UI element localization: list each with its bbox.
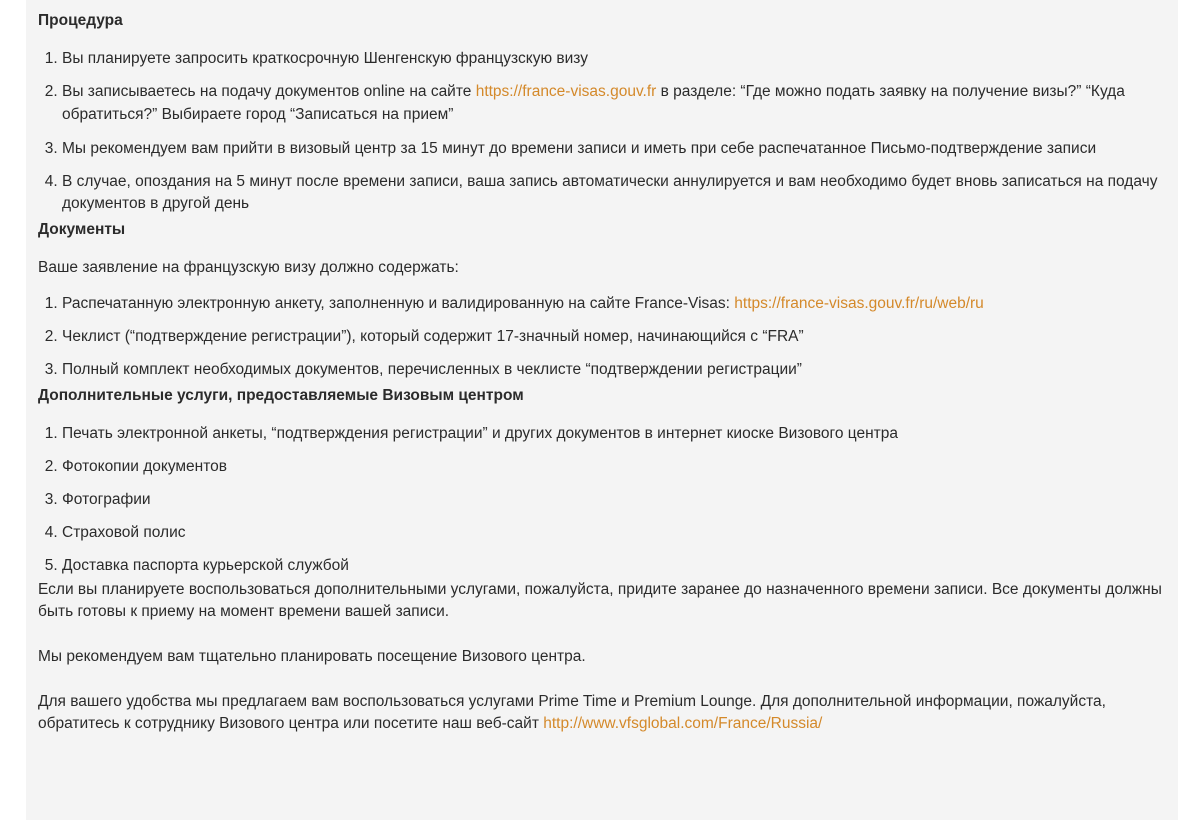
list-item-text: “Куда обратиться?” (62, 83, 1125, 123)
list-item (62, 171, 1178, 215)
list-item-text: Доставка паспорта курьерской службой (62, 557, 349, 574)
content-panel (26, 0, 1178, 820)
list-item-text: Вы записываетесь на подачу документов online на сайте (62, 83, 476, 100)
list-item-text: Печать электронной анкеты, “подтверждения регистрации” и других документов в интернет киоске Визового центра (62, 425, 899, 442)
section-title-services: Дополнительные услуги, предоставляемые Визовым центром (38, 387, 524, 404)
list-item (62, 423, 1178, 445)
list-item (62, 138, 1178, 160)
list-item-text: Фотографии (62, 491, 151, 508)
list-item (62, 456, 1178, 478)
section-title-documents: Документы (38, 221, 126, 238)
list-item-text: Мы рекомендуем вам прийти в визовый центр за 15 минут до времени записи и иметь при себе распечатанное Письмо-подтверждение записи (62, 140, 1097, 157)
list-item (62, 48, 1178, 70)
vfsglobal-link[interactable]: http://www.vfsglobal.com/France/Russia/ (543, 715, 823, 732)
france-visas-link[interactable]: https://france-visas.gouv.fr (475, 83, 657, 100)
procedure-list (38, 48, 1178, 215)
list-item (62, 555, 1178, 577)
list-item (62, 522, 1178, 544)
documents-intro: Ваше заявление на французскую визу должно содержать: (38, 259, 459, 276)
list-item (62, 293, 1178, 315)
list-item-text: Страховой полис (62, 524, 186, 541)
list-item-text: Полный комплект необходимых документов, перечисленных в чеклисте “подтверждении регистрации” (62, 361, 802, 378)
list-item-text: Чеклист (“подтверждение регистрации”), который содержит 17-значный номер, начинающийся с “FRA” (62, 328, 804, 345)
list-item-text: в разделе: “Где можно подать заявку на получение визы?” (656, 83, 1086, 100)
services-note-paragraph: Если вы планируете воспользоваться дополнительными услугами, пожалуйста, придите заранее до назначенного времени записи. Все документы должны быть готовы к приему на момент времени вашей записи. (38, 581, 1162, 620)
list-item-text: В случае, опоздания на 5 минут после времени записи, ваша запись автоматически аннулируется и вам необходимо будет вновь записаться на подачу документов в другой день (62, 173, 1158, 212)
list-item-text: Распечатанную электронную анкету, заполненную и валидированную на сайте France-Visas: (62, 295, 735, 312)
section-title-procedure: Процедура (38, 12, 123, 29)
list-item-text: “Записаться на прием” (289, 106, 454, 123)
premium-services-paragraph (38, 691, 1178, 735)
france-visas-ru-link[interactable]: https://france-visas.gouv.fr/ru/web/ru (734, 295, 984, 312)
list-item (62, 81, 1178, 127)
list-item-text: Фотокопии документов (62, 458, 228, 475)
paragraph-text: Для вашего удобства мы предлагаем вам воспользоваться услугами Prime Time и Premium Lounge. Для дополнительной информации, пожалуйста, обратитесь к сотруднику Визового центра или посетите наш веб-сайт (38, 693, 1106, 732)
documents-list (38, 293, 1178, 381)
list-item (62, 489, 1178, 511)
list-item-text: Вы планируете запросить краткосрочную Шенгенскую французскую визу (62, 50, 588, 67)
list-item-text: Выбираете город (161, 106, 290, 123)
planning-paragraph: Мы рекомендуем вам тщательно планировать посещение Визового центра. (38, 648, 586, 665)
list-item (62, 359, 1178, 381)
services-list (38, 423, 1178, 577)
list-item (62, 326, 1178, 348)
